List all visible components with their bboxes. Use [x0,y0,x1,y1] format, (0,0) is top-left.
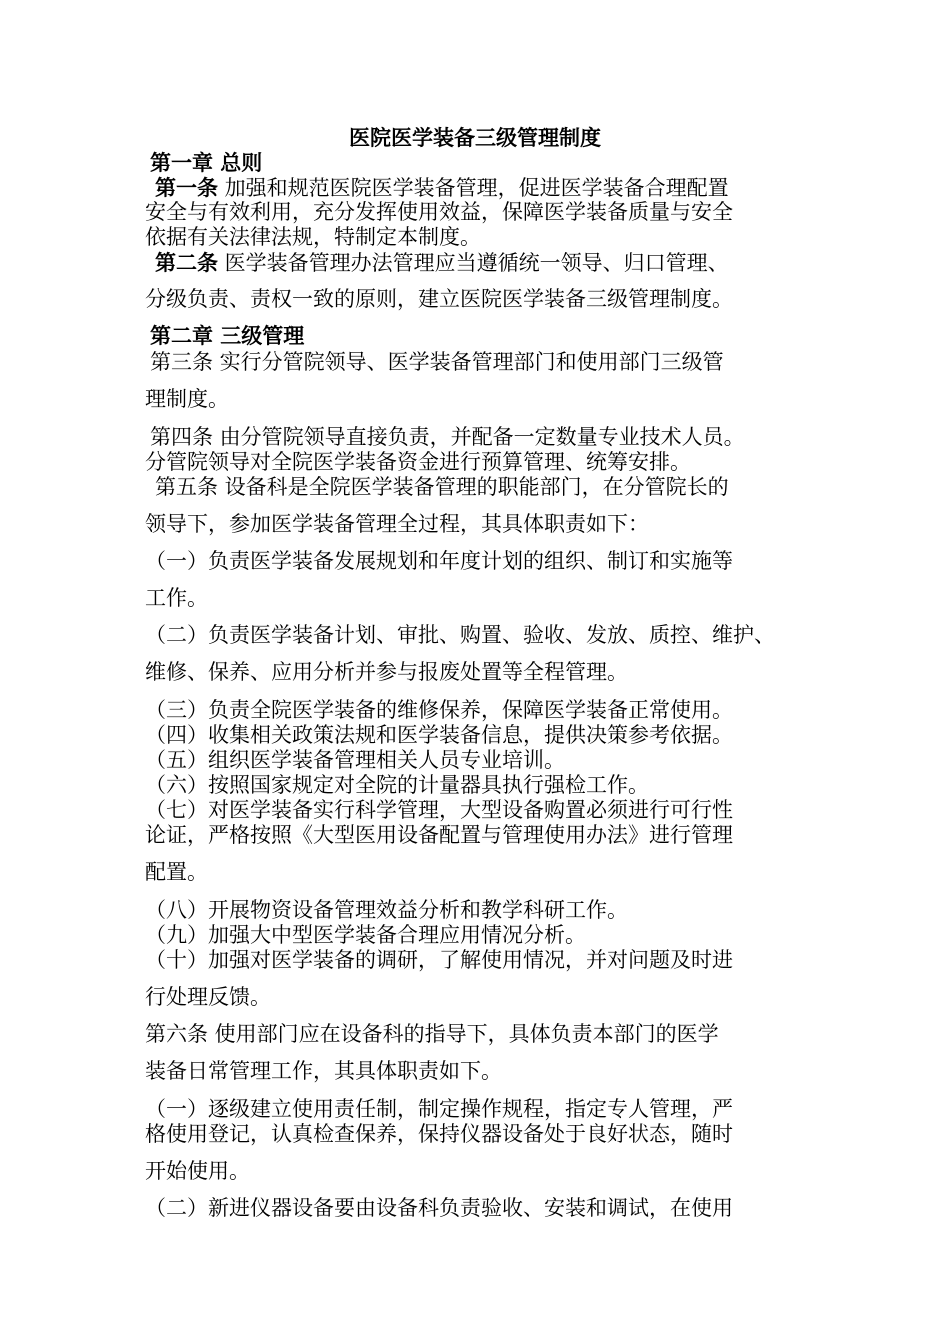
body-text: 第四条 由分管院领导直接负责，并配备一定数量专业技术人员。 [150,425,745,449]
document-line [150,323,820,349]
heading-text: 第二章 三级管理 [150,323,305,348]
document-line [145,798,815,823]
body-text: 分级负责、责权一致的原则，建立医院医学装备三级管理制度。 [145,287,733,311]
document-line [145,898,815,923]
body-text: 分管院领导对全院医学装备资金进行预算管理、统筹安排。 [145,450,691,474]
body-text: （九）加强大中型医学装备合理应用情况分析。 [145,923,586,947]
document-line [145,1122,815,1147]
document-line [145,450,815,475]
document-line [155,475,825,500]
document-line [145,860,815,885]
body-text: 行处理反馈。 [145,985,271,1009]
body-text: （三）负责全院医学装备的维修保养，保障医学装备正常使用。 [145,698,733,722]
heading-text: 第一条 [155,175,218,200]
body-text: 加强和规范医院医学装备管理，促进医学装备合理配置 [218,176,729,200]
body-text: 论证，严格按照《大型医用设备配置与管理使用办法》进行管理 [145,823,733,847]
document-line [145,748,815,773]
body-text: 第三条 实行分管院领导、医学装备管理部门和使用部门三级管 [150,350,724,374]
body-text: （二）新进仪器设备要由设备科负责验收、安装和调试，在使用 [145,1196,733,1220]
document-line [145,1159,815,1184]
document-line [145,723,815,748]
document-line [145,200,815,225]
body-text: 依据有关法律法规，特制定本制度。 [145,225,481,249]
document-line [145,586,815,611]
document-line [145,660,815,685]
body-text: 开始使用。 [145,1159,250,1183]
document-line [145,773,815,798]
document-line [150,150,820,176]
heading-text: 第二条 [155,250,218,275]
body-text: 第五条 设备科是全院医学装备管理的职能部门，在分管院长的 [155,475,729,499]
document-line [145,823,815,848]
body-text: 维修、保养、应用分析并参与报废处置等全程管理。 [145,660,628,684]
document-line [145,1022,815,1047]
document-line [145,985,815,1010]
body-text: （一）负责医学装备发展规划和年度计划的组织、制订和实施等 [145,549,733,573]
body-text: （六）按照国家规定对全院的计量器具执行强检工作。 [145,773,649,797]
body-text: （四）收集相关政策法规和医学装备信息，提供决策参考依据。 [145,723,733,747]
document-line [145,287,815,312]
document-line [145,698,815,723]
document-line [145,387,815,412]
document-line [150,350,820,375]
document-line [155,175,825,201]
document-line [145,1196,815,1221]
document-line [150,425,820,450]
body-text: （十）加强对医学装备的调研，了解使用情况，并对问题及时进 [145,948,733,972]
document-line [145,512,815,537]
body-text: 安全与有效利用，充分发挥使用效益，保障医学装备质量与安全 [145,200,733,224]
document-line [145,549,815,574]
body-text: 理制度。 [145,387,229,411]
document-line [145,623,815,648]
body-text: （八）开展物资设备管理效益分析和教学科研工作。 [145,898,628,922]
body-text: 第六条 使用部门应在设备科的指导下，具体负责本部门的医学 [145,1022,719,1046]
body-text: 医学装备管理办法管理应当遵循统一领导、归口管理、 [218,251,729,275]
body-text: 装备日常管理工作，其具体职责如下。 [145,1059,502,1083]
document-line [145,1097,815,1122]
document-line [145,225,815,250]
document-line [155,250,825,276]
document-title: 医院医学装备三级管理制度 [349,125,601,150]
body-text: （二）负责医学装备计划、审批、购置、验收、发放、质控、维护、 [145,623,775,647]
heading-text: 第一章 总则 [150,150,263,175]
body-text: 工作。 [145,586,208,610]
body-text: （七）对医学装备实行科学管理，大型设备购置必须进行可行性 [145,798,733,822]
document-line [145,948,815,973]
document-line [145,1059,815,1084]
body-text: 配置。 [145,860,208,884]
body-text: 领导下，参加医学装备管理全过程，其具体职责如下： [145,512,649,536]
body-text: （五）组织医学装备管理相关人员专业培训。 [145,748,565,772]
body-text: 格使用登记，认真检查保养，保持仪器设备处于良好状态，随时 [145,1122,733,1146]
body-text: （一）逐级建立使用责任制，制定操作规程，指定专人管理，严 [145,1097,733,1121]
document-line [145,923,815,948]
